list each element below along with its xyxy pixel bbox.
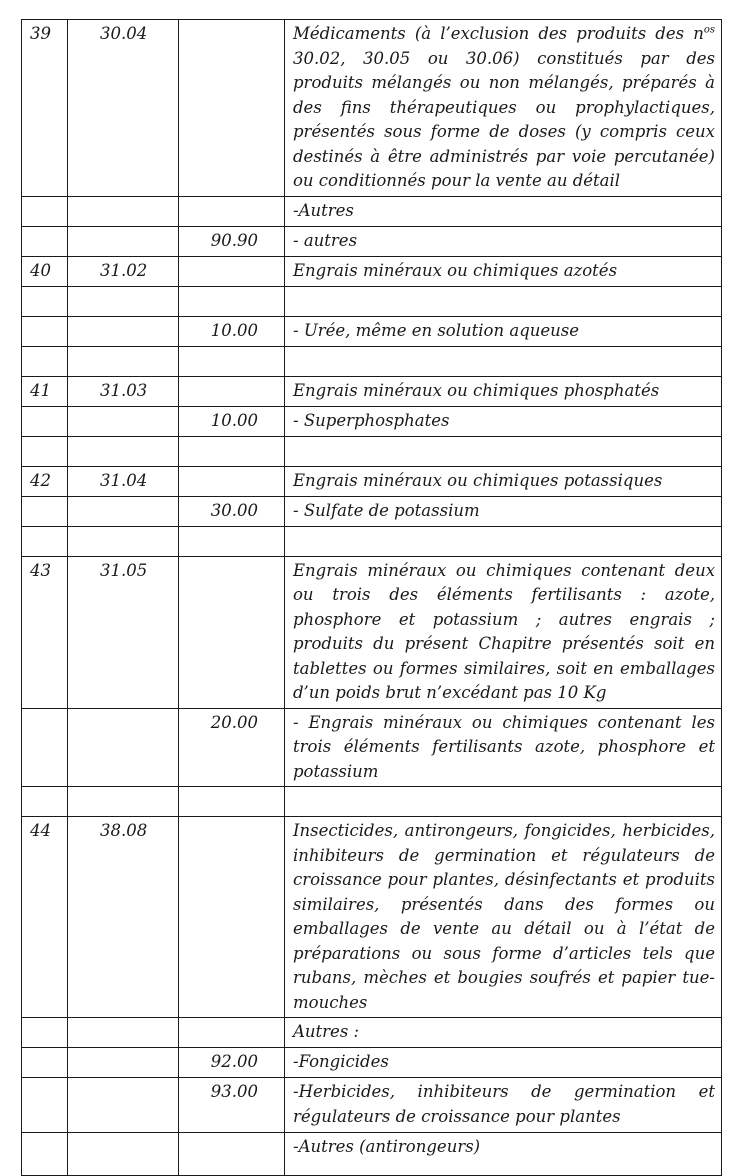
subheading-code xyxy=(179,1133,285,1176)
subheading-code: 92.00 xyxy=(179,1048,285,1078)
item-number xyxy=(22,286,68,316)
item-number xyxy=(22,436,68,466)
item-number: 43 xyxy=(22,556,68,708)
subheading-code: 90.90 xyxy=(179,226,285,256)
table-row xyxy=(22,1048,722,1078)
heading-code xyxy=(68,406,179,436)
description: Engrais minéraux ou chimiques contenant deux ou trois des éléments fertilisants : azote, phosphore et potassium ; autres engrais ; produits du présent Chapitre présentés soit en tablettes ou formes similaires, soit en emballages d’un poids brut n’excédant pas 10 Kg xyxy=(285,556,722,708)
table-row xyxy=(22,346,722,376)
table-row xyxy=(22,256,722,286)
subheading-code xyxy=(179,1018,285,1048)
heading-code xyxy=(68,526,179,556)
heading-code xyxy=(68,226,179,256)
item-number: 42 xyxy=(22,466,68,496)
table-row xyxy=(22,1018,722,1048)
heading-code: 38.08 xyxy=(68,817,179,1018)
item-number xyxy=(22,496,68,526)
description: - Sulfate de potassium xyxy=(285,496,722,526)
description: - Superphosphates xyxy=(285,406,722,436)
table-row xyxy=(22,226,722,256)
table-row xyxy=(22,20,722,197)
subheading-code xyxy=(179,556,285,708)
description: Insecticides, antirongeurs, fongicides, herbicides, inhibiteurs de germination et régulateurs de croissance pour plantes, désinfectants et produits similaires, présentés dans des formes ou emballages de vente au détail ou à l’état de préparations ou sous forme d’articles tels que rubans, mèches et bougies soufrés et papier tue-mouches xyxy=(285,817,722,1018)
heading-code xyxy=(68,316,179,346)
item-number xyxy=(22,316,68,346)
table-row xyxy=(22,526,722,556)
description: Engrais minéraux ou chimiques potassiques xyxy=(285,466,722,496)
subheading-code: 10.00 xyxy=(179,406,285,436)
heading-code xyxy=(68,436,179,466)
table-row xyxy=(22,556,722,708)
description xyxy=(285,286,722,316)
table-row xyxy=(22,436,722,466)
table-row xyxy=(22,376,722,406)
table-row xyxy=(22,1133,722,1176)
subheading-code: 10.00 xyxy=(179,316,285,346)
description-text: Médicaments (à l’exclusion des produits des n xyxy=(293,24,704,43)
description-text-continued: 30.02, 30.05 ou 30.06) constitués par des produits mélangés ou non mélangés, préparés à des fins thérapeutiques ou prophylactiques, présentés sous forme de doses (y compris ceux destinés à être administrés par voie percutanée) ou conditionnés pour la vente au détail xyxy=(293,48,715,190)
heading-code xyxy=(68,496,179,526)
heading-code xyxy=(68,787,179,817)
subheading-code xyxy=(179,256,285,286)
heading-code: 31.03 xyxy=(68,376,179,406)
description: -Herbicides, inhibiteurs de germination et régulateurs de croissance pour plantes xyxy=(285,1078,722,1133)
description: - Urée, même en solution aqueuse xyxy=(285,316,722,346)
item-number: 40 xyxy=(22,256,68,286)
heading-code xyxy=(68,708,179,787)
item-number: 39 xyxy=(22,20,68,197)
table-row xyxy=(22,787,722,817)
table-row xyxy=(22,466,722,496)
item-number: 41 xyxy=(22,376,68,406)
subheading-code xyxy=(179,20,285,197)
subheading-code: 30.00 xyxy=(179,496,285,526)
item-number xyxy=(22,1133,68,1176)
subheading-code xyxy=(179,466,285,496)
tariff-table xyxy=(21,19,722,1176)
description: -Autres (antirongeurs) xyxy=(285,1133,722,1176)
subheading-code xyxy=(179,526,285,556)
description xyxy=(285,20,722,197)
item-number xyxy=(22,226,68,256)
description: Engrais minéraux ou chimiques azotés xyxy=(285,256,722,286)
item-number xyxy=(22,196,68,226)
description xyxy=(285,436,722,466)
description xyxy=(285,787,722,817)
heading-code: 31.02 xyxy=(68,256,179,286)
item-number xyxy=(22,1078,68,1133)
item-number xyxy=(22,526,68,556)
item-number xyxy=(22,1018,68,1048)
heading-code xyxy=(68,1078,179,1133)
heading-code xyxy=(68,346,179,376)
heading-code xyxy=(68,196,179,226)
item-number: 44 xyxy=(22,817,68,1018)
description xyxy=(285,526,722,556)
subheading-code xyxy=(179,346,285,376)
table-row xyxy=(22,286,722,316)
heading-code: 30.04 xyxy=(68,20,179,197)
description: Autres : xyxy=(285,1018,722,1048)
subheading-code: 20.00 xyxy=(179,708,285,787)
heading-code xyxy=(68,1018,179,1048)
subheading-code xyxy=(179,376,285,406)
heading-code: 31.04 xyxy=(68,466,179,496)
table-row xyxy=(22,496,722,526)
table-row xyxy=(22,196,722,226)
item-number xyxy=(22,787,68,817)
description xyxy=(285,346,722,376)
subheading-code xyxy=(179,196,285,226)
subheading-code: 93.00 xyxy=(179,1078,285,1133)
heading-code xyxy=(68,1048,179,1078)
table-row xyxy=(22,406,722,436)
heading-code xyxy=(68,286,179,316)
heading-code xyxy=(68,1133,179,1176)
table-row xyxy=(22,817,722,1018)
subheading-code xyxy=(179,286,285,316)
item-number xyxy=(22,1048,68,1078)
item-number xyxy=(22,708,68,787)
table-row xyxy=(22,708,722,787)
description-superscript: os xyxy=(703,24,715,36)
subheading-code xyxy=(179,817,285,1018)
description: - autres xyxy=(285,226,722,256)
heading-code: 31.05 xyxy=(68,556,179,708)
item-number xyxy=(22,406,68,436)
item-number xyxy=(22,346,68,376)
description: - Engrais minéraux ou chimiques contenant les trois éléments fertilisants azote, phosphore et potassium xyxy=(285,708,722,787)
table-row xyxy=(22,316,722,346)
description: -Autres xyxy=(285,196,722,226)
description: -Fongicides xyxy=(285,1048,722,1078)
subheading-code xyxy=(179,436,285,466)
subheading-code xyxy=(179,787,285,817)
table-row xyxy=(22,1078,722,1133)
description: Engrais minéraux ou chimiques phosphatés xyxy=(285,376,722,406)
